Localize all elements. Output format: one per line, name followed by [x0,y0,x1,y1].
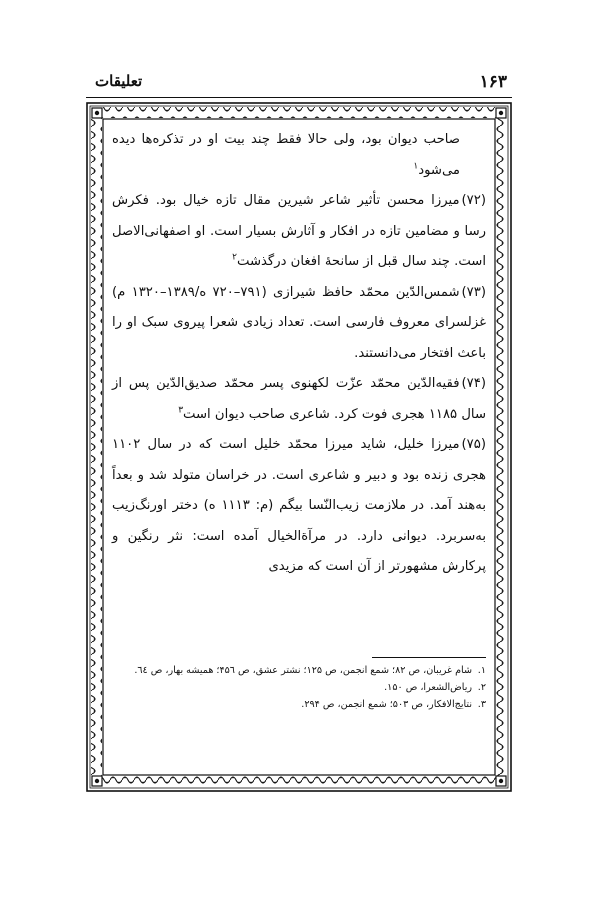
footnote-text: نتایج‌الافکار، ص ۵۰۳؛ شمع انجمن، ص ۲۹۴. [301,699,472,710]
entry-text: فقیه‌الدّین محمّد عزّت لکهنوی پسر محمّد صدیق‌الدّین پس از سال ۱۱۸۵ هجری فوت کرد. شاعری صاحب دیوان است [112,376,486,422]
entry-text: صاحب دیوان بود، ولی حالا فقط چند بیت او در تذکره‌ها دیده می‌شود [112,132,460,178]
footnote-text: شام غریبان، ص ۸۲؛ شمع انجمن، ص ۱۲۵؛ نشتر عشق، ص ۴۵٦؛ همیشه بهار، ص ٦٤. [134,665,472,676]
entry-number: (۷۴) [461,376,486,391]
main-text [112,125,486,645]
entry-text: میرزا خلیل، شاید میرزا محمّد خلیل است که در سال ۱۱۰۲ هجری زنده بود و دبیر و شاعری است. در خراسان متولد شد و بعداً به‌هند آمد. در ملازمت زیب‌النّسا بیگم (م: ۱۱۱۳ ه) دختر اورنگ‌زیب به‌سربرد. دیوانی دارد. در مرآةالخیال آمده است: نثر رنگین و پرکارش مشهورتر از آن است که مزیدی [112,437,486,574]
entry-continuation [112,125,486,186]
footnote-ref: ۲ [232,252,237,263]
footnote-ref: ۳ [178,405,184,416]
page-header [95,72,507,94]
footnote-number: ۳. [477,699,486,710]
footnote-ref: ۱ [413,161,419,172]
footnote-text: ریاض‌الشعرا، ص ۱۵۰. [384,682,472,693]
footnote-1 [112,662,486,679]
entry-74 [112,369,486,430]
entry-number: (۷۵) [461,437,486,452]
entry-text: میرزا محسن تأثیر شاعر شیرین مقال تازه خیال بود. فکرش رسا و مضامین تازه در افکار و آثارش بسیار است. او اصفهانی‌الاصل است. چند سال قبل از سانحهٔ افغان درگذشت [112,193,486,269]
entry-text: شمس‌الدّین محمّد حافظ شیرازی (۷۹۱–۷۲۰ ه/۱۳۸۹–۱۳۲۰ م) غزلسرای معروف فارسی است. تعداد زیادی شعرا پیروی سبک او را باعث افتخار می‌دانستند. [112,284,486,361]
entry-72 [112,186,486,278]
footnote-number: ۱. [477,665,486,676]
entry-number: (۷۲) [461,193,486,208]
entry-75 [112,430,486,583]
entry-number: (۷۳) [461,284,486,300]
footnote-separator [372,657,486,658]
footnote-3 [112,696,486,713]
page-number: ۱۶۳ [479,72,507,92]
footnote-2 [112,679,486,696]
header-rule [86,97,512,98]
running-title: تعلیقات [95,72,143,90]
entry-73 [112,278,486,370]
footnote-number: ۲. [477,682,486,693]
footnotes [112,662,486,713]
